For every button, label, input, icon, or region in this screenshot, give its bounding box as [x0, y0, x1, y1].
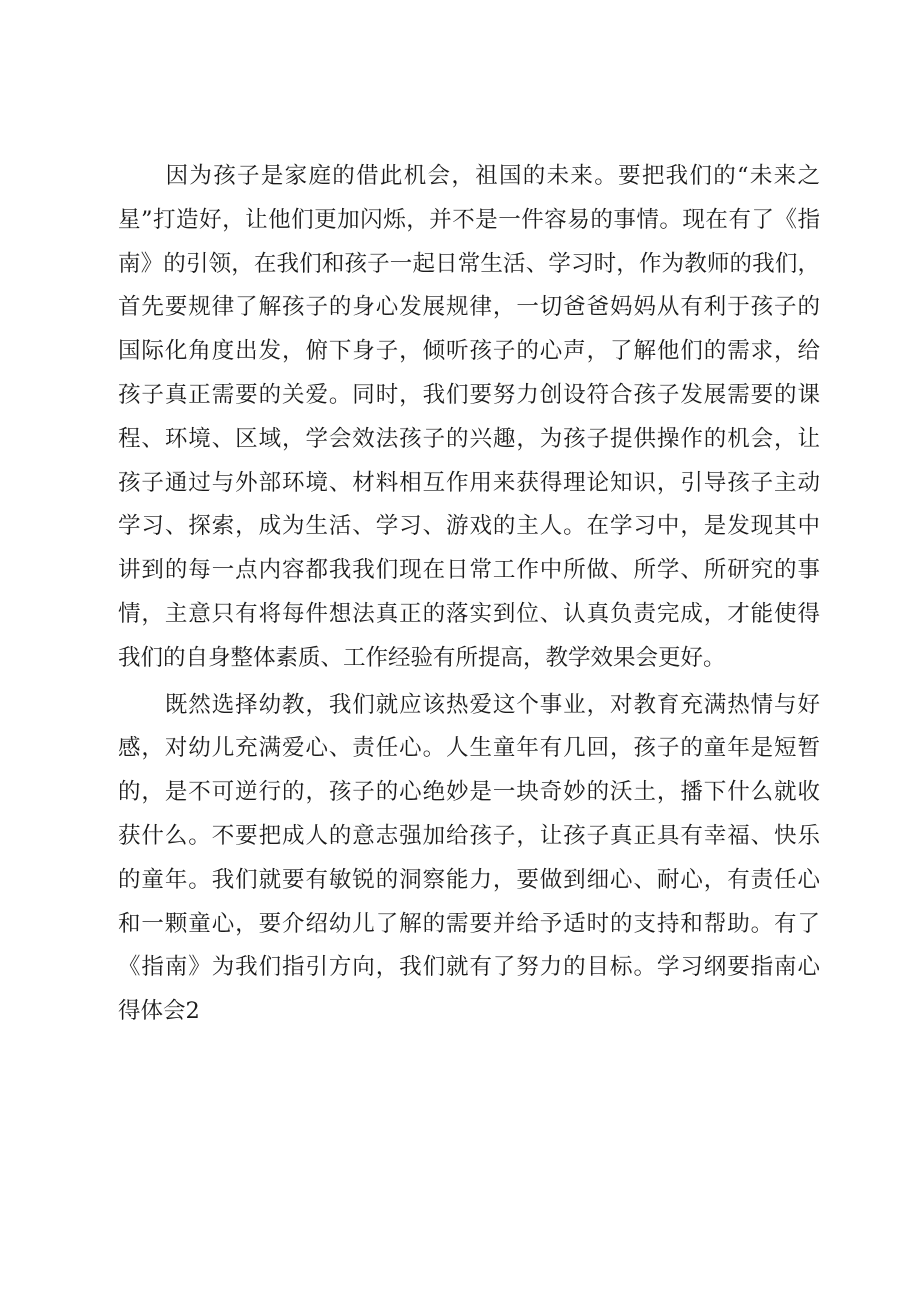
text-line: 首先要规律了解孩子的身心发展规律，一切爸爸妈妈从有利于孩子的: [118, 294, 820, 321]
text-line: 和一颗童心，要介绍幼儿了解的需要并给予适时的支持和帮助。有了: [118, 910, 820, 937]
text-line: 情，主意只有将每件想法真正的落实到位、认真负责完成，才能使得: [118, 600, 820, 627]
text-line: 感，对幼儿充满爱心、责任心。人生童年有几回，孩子的童年是短暂: [118, 735, 820, 762]
text-line: 的童年。我们就要有敏锐的洞察能力，要做到细心、耐心，有责任心: [118, 866, 820, 893]
text-line: 获什么。不要把成人的意志强加给孩子，让孩子真正具有幸福、快乐: [118, 822, 820, 849]
document-body: [118, 155, 820, 1037]
text-line: 我们的自身整体素质、工作经验有所提高，教学效果会更好。: [118, 644, 726, 671]
text-line: 星”打造好，让他们更加闪烁，并不是一件容易的事情。现在有了《指: [118, 206, 820, 233]
text-line: 孩子真正需要的关爱。同时，我们要努力创设符合孩子发展需要的课: [118, 381, 820, 408]
text-line: 南》的引领，在我们和孩子一起日常生活、学习时，作为教师的我们，: [118, 250, 820, 277]
text-line: 《指南》为我们指引方向，我们就有了努力的目标。学习纲要指南心: [118, 954, 820, 981]
text-line: 国际化角度出发，俯下身子，倾听孩子的心声，了解他们的需求，给: [118, 338, 820, 365]
paragraph-1: [118, 155, 820, 681]
text-line: 程、环境、区域，学会效法孩子的兴趣，为孩子提供操作的机会，让: [118, 425, 820, 452]
text-line: 得体会2: [118, 998, 200, 1025]
text-line: 学习、探索，成为生活、学习、游戏的主人。在学习中，是发现其中: [118, 513, 820, 540]
text-line: 孩子通过与外部环境、材料相互作用来获得理论知识，引导孩子主动: [118, 469, 820, 496]
text-line: 因为孩子是家庭的借此机会，祖国的未来。要把我们的“未来之: [118, 163, 820, 189]
text-line: 既然选择幼教，我们就应该热爱这个事业，对教育充满热情与好: [118, 691, 820, 718]
paragraph-2: [118, 684, 820, 1034]
text-line: 讲到的每一点内容都我我们现在日常工作中所做、所学、所研究的事: [118, 557, 820, 584]
text-line: 的，是不可逆行的，孩子的心绝妙是一块奇妙的沃土，播下什么就收: [118, 779, 820, 806]
